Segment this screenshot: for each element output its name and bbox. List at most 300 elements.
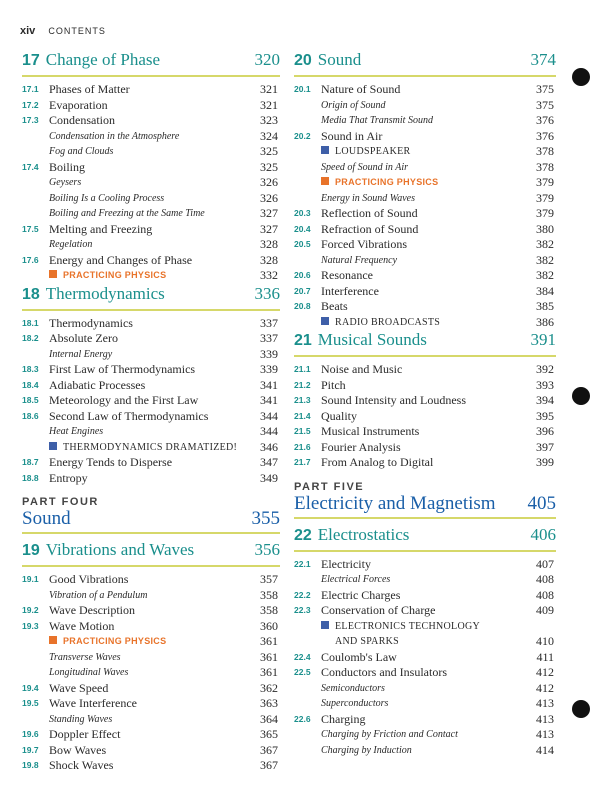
section-number: 21.3	[294, 395, 311, 405]
entry-page: 412	[536, 680, 554, 695]
entry-title: Absolute Zero	[49, 331, 118, 345]
section-number: 18.1	[22, 317, 39, 328]
entry-title: Wave Speed	[49, 680, 109, 695]
toc-entry[interactable]	[22, 378, 280, 394]
entry-title: Conservation of Charge	[321, 603, 436, 617]
entry-page: 380	[536, 221, 554, 236]
practice-entry[interactable]	[294, 175, 556, 191]
section-number: 20.7	[294, 285, 311, 296]
entry-page: 328	[260, 252, 278, 267]
entry-page: 397	[536, 439, 554, 454]
entry-page: 327	[260, 221, 278, 236]
chapter-rule	[22, 75, 280, 77]
entry-title: Evaporation	[49, 97, 108, 112]
entry-page: 341	[260, 377, 278, 392]
toc-subentry[interactable]	[22, 175, 280, 191]
chapter-number: 17	[22, 52, 40, 69]
toc-column-right	[294, 50, 556, 758]
entry-title: Reflection of Sound	[321, 206, 418, 220]
feature-entry[interactable]	[294, 619, 556, 635]
toc-entry[interactable]	[22, 331, 280, 347]
entry-page: 321	[260, 97, 278, 112]
toc-entry[interactable]	[22, 362, 280, 378]
entry-page: 376	[536, 128, 554, 143]
section-number: 22.5	[294, 667, 311, 677]
section-number: 20.6	[294, 270, 311, 280]
entry-title: Regelation	[49, 239, 93, 250]
toc-entry[interactable]	[22, 160, 280, 176]
chapter-rule	[294, 75, 556, 77]
part-label: PART FOUR	[22, 496, 99, 508]
entry-page: 408	[536, 572, 554, 586]
entry-title: Energy Tends to Disperse	[49, 455, 173, 469]
toc-subentry[interactable]	[22, 237, 280, 253]
toc-entry[interactable]	[22, 727, 280, 743]
entry-title: Fourier Analysis	[321, 439, 401, 454]
section-number: 17.1	[22, 84, 39, 94]
section-number: 19.4	[22, 682, 39, 693]
practice-entry[interactable]	[22, 634, 280, 650]
chapter-title: Thermodynamics	[45, 283, 165, 303]
entry-page: 379	[536, 175, 554, 189]
toc-entry[interactable]	[294, 557, 556, 573]
entry-title: Wave Description	[49, 603, 136, 617]
entry-title: Origin of Sound	[321, 99, 386, 111]
entry-page: 341	[260, 393, 278, 407]
section-number: 20.2	[294, 130, 311, 141]
toc-subentry[interactable]	[294, 160, 556, 176]
entry-title: Heat Engines	[49, 426, 104, 437]
toc-entry[interactable]	[294, 222, 556, 238]
toc-entry[interactable]	[22, 82, 280, 98]
feature-entry-continued[interactable]	[294, 634, 556, 650]
section-number: 22.2	[294, 589, 311, 600]
toc-entry[interactable]	[22, 758, 280, 774]
feature-entry[interactable]	[294, 315, 556, 331]
toc-entry[interactable]	[22, 455, 280, 471]
section-number: 18.7	[22, 457, 39, 467]
toc-subentry[interactable]	[294, 681, 556, 697]
chapter-heading[interactable]	[294, 50, 556, 72]
orange-square-icon	[321, 177, 329, 185]
toc-entry[interactable]	[294, 378, 556, 394]
square-bullet-icon	[321, 621, 329, 629]
entry-page: 385	[536, 299, 554, 313]
chapter-page: 406	[530, 524, 556, 544]
chapter-page: 391	[530, 330, 556, 349]
toc-entry[interactable]	[22, 409, 280, 425]
section-number: 21.7	[294, 457, 311, 467]
chapter-number: 20	[294, 52, 312, 69]
toc-entry[interactable]	[294, 284, 556, 300]
chapter-title: Electrostatics	[317, 524, 410, 544]
binder-hole	[572, 387, 590, 405]
entry-page: 326	[260, 190, 278, 205]
toc-entry[interactable]	[294, 299, 556, 315]
section-number: 22.1	[294, 558, 311, 569]
chapter-title: Vibrations and Waves	[45, 540, 195, 559]
toc-entry[interactable]	[22, 222, 280, 238]
toc-subentry[interactable]	[294, 113, 556, 129]
toc-subentry[interactable]	[22, 712, 280, 728]
part-title: Electricity and Magnetism	[294, 492, 496, 514]
toc-entry[interactable]	[294, 650, 556, 666]
entry-title: Standing Waves	[49, 713, 113, 725]
entry-title: Boiling Is a Cooling Process	[49, 192, 165, 204]
entry-page: 392	[536, 362, 554, 376]
section-number: 19.5	[22, 698, 39, 708]
entry-page: 407	[536, 556, 554, 571]
entry-title: Resonance	[321, 268, 373, 282]
toc-subentry[interactable]	[22, 206, 280, 222]
chapter-number: 21	[294, 332, 312, 349]
toc-entry[interactable]	[22, 98, 280, 114]
toc-entry[interactable]	[294, 206, 556, 222]
entry-title: Energy in Sound Waves	[321, 192, 415, 204]
entry-title: Boiling	[49, 159, 86, 174]
entry-page: 358	[260, 587, 278, 602]
entry-page: 375	[536, 97, 554, 112]
entry-page: 326	[260, 175, 278, 189]
toc-entry[interactable]	[294, 82, 556, 98]
section-number: 19.8	[22, 760, 39, 770]
feature-entry[interactable]	[294, 144, 556, 160]
entry-title: RADIO BROADCASTS	[321, 315, 440, 331]
header-label: CONTENTS	[48, 26, 106, 36]
entry-page: 325	[260, 144, 278, 158]
entry-page: 332	[260, 268, 278, 282]
running-header	[20, 25, 106, 37]
entry-title: ELECTRONICS TECHNOLOGY	[321, 619, 480, 635]
chapter-rule	[22, 565, 280, 567]
entry-title: First Law of Thermodynamics	[49, 362, 196, 376]
section-number: 22.6	[294, 713, 311, 724]
toc-entry[interactable]	[22, 393, 280, 409]
toc-entry[interactable]	[22, 253, 280, 269]
entry-title: From Analog to Digital	[321, 455, 434, 469]
entry-page: 386	[536, 314, 554, 329]
chapter-number: 19	[22, 542, 40, 559]
toc-subentry[interactable]	[22, 347, 280, 363]
section-number: 17.4	[22, 161, 39, 172]
entry-page: 339	[260, 346, 278, 361]
entry-page: 344	[260, 424, 278, 438]
toc-entry[interactable]	[294, 129, 556, 145]
square-bullet-icon	[321, 146, 329, 154]
entry-page: 396	[536, 424, 554, 438]
entry-title: Entropy	[49, 470, 88, 485]
chapter-number: 18	[22, 285, 40, 303]
toc-subentry[interactable]	[22, 144, 280, 160]
entry-page: 328	[260, 237, 278, 251]
entry-page: 375	[536, 82, 554, 96]
entry-title: Second Law of Thermodynamics	[49, 408, 209, 423]
section-number: 17.6	[22, 254, 39, 265]
entry-title: Condensation	[49, 113, 115, 127]
toc-subentry[interactable]	[294, 572, 556, 588]
toc-entry[interactable]	[294, 440, 556, 456]
toc-column-left	[22, 50, 280, 774]
entry-title: Melting and Freezing	[49, 221, 153, 236]
entry-page: 362	[260, 680, 278, 695]
entry-page: 413	[536, 696, 554, 710]
toc-entry[interactable]	[294, 393, 556, 409]
feature-entry[interactable]	[22, 440, 280, 456]
entry-page: 367	[260, 758, 278, 772]
toc-subentry[interactable]	[22, 650, 280, 666]
chapter-page: 336	[254, 283, 280, 303]
entry-page: 339	[260, 362, 278, 376]
toc-entry[interactable]	[294, 409, 556, 425]
entry-page: 376	[536, 113, 554, 127]
part-page: 355	[251, 508, 280, 529]
entry-page: 357	[260, 572, 278, 586]
section-number: 21.6	[294, 441, 311, 452]
chapter-page: 356	[254, 540, 280, 559]
entry-title: Condensation in the Atmosphere	[49, 130, 180, 142]
toc-entry[interactable]	[22, 316, 280, 332]
entry-page: 323	[260, 113, 278, 127]
entry-title: Charging by Induction	[321, 744, 412, 756]
entry-page: 365	[260, 727, 278, 741]
toc-subentry[interactable]	[294, 727, 556, 743]
entry-title: Fog and Clouds	[49, 146, 114, 157]
toc-subentry[interactable]	[294, 98, 556, 114]
toc-entry[interactable]	[294, 712, 556, 728]
toc-subentry[interactable]	[22, 588, 280, 604]
entry-page: 344	[260, 408, 278, 423]
entry-page: 393	[536, 377, 554, 392]
section-number: 22.3	[294, 605, 311, 615]
entry-title: Musical Instruments	[321, 424, 420, 438]
part-rule	[22, 532, 280, 534]
chapter-heading[interactable]	[22, 284, 280, 306]
entry-title: Vibration of a Pendulum	[49, 589, 148, 601]
entry-title: Thermodynamics	[49, 315, 133, 330]
chapter-rule	[294, 355, 556, 357]
toc-entry[interactable]	[22, 603, 280, 619]
entry-title: Conductors and Insulators	[321, 665, 447, 679]
entry-page: 337	[260, 315, 278, 330]
chapter-number: 22	[294, 526, 312, 544]
entry-title: Adiabatic Processes	[49, 377, 146, 392]
toc-subentry[interactable]	[294, 696, 556, 712]
section-number: 20.5	[294, 239, 311, 249]
entry-title: Semiconductors	[321, 682, 385, 694]
chapter-rule	[294, 550, 556, 552]
entry-page: 384	[536, 283, 554, 298]
entry-title: Doppler Effect	[49, 727, 121, 741]
entry-page: 379	[536, 206, 554, 220]
toc-subentry[interactable]	[294, 743, 556, 759]
entry-page: 346	[260, 439, 278, 454]
entry-title: Interference	[321, 283, 379, 298]
chapter-title: Sound	[317, 50, 362, 69]
toc-subentry[interactable]	[294, 191, 556, 207]
entry-title: Energy and Changes of Phase	[49, 252, 193, 267]
entry-title: Quality	[321, 408, 357, 423]
section-number: 20.4	[294, 223, 311, 234]
entry-title: Refraction of Sound	[321, 221, 419, 236]
toc-subentry[interactable]	[22, 191, 280, 207]
entry-title: PRACTICING PHYSICS	[321, 175, 438, 191]
entry-page: 382	[536, 252, 554, 267]
toc-entry[interactable]	[294, 424, 556, 440]
section-number: 21.4	[294, 410, 311, 421]
entry-page: 325	[260, 159, 278, 174]
part-title-row	[294, 493, 556, 515]
part-page: 405	[527, 492, 556, 514]
entry-page: 360	[260, 618, 278, 633]
entry-title: PRACTICING PHYSICS	[49, 634, 166, 650]
entry-page: 413	[536, 711, 554, 726]
section-number: 17.5	[22, 223, 39, 234]
toc-entry[interactable]	[294, 588, 556, 604]
entry-page: 378	[536, 144, 554, 158]
toc-entry[interactable]	[294, 455, 556, 471]
section-number: 18.8	[22, 472, 39, 483]
entry-page: 382	[536, 237, 554, 251]
entry-title: Wave Motion	[49, 618, 115, 633]
toc-subentry[interactable]	[22, 424, 280, 440]
section-number: 17.3	[22, 115, 39, 125]
entry-title: Electric Charges	[321, 587, 401, 602]
entry-page: 367	[260, 742, 278, 757]
section-number: 19.2	[22, 605, 39, 615]
toc-entry[interactable]	[294, 237, 556, 253]
part-rule	[294, 517, 556, 519]
entry-page: 414	[536, 742, 554, 757]
square-bullet-icon	[49, 442, 57, 450]
orange-square-icon	[49, 636, 57, 644]
entry-title: Forced Vibrations	[321, 237, 408, 251]
entry-page: 327	[260, 206, 278, 220]
entry-title: Natural Frequency	[321, 254, 398, 266]
entry-page: 361	[260, 649, 278, 664]
entry-page: 382	[536, 268, 554, 282]
entry-title: Geysers	[49, 177, 82, 188]
toc-entry[interactable]	[22, 696, 280, 712]
square-bullet-icon	[321, 317, 329, 325]
toc-entry[interactable]	[22, 113, 280, 129]
toc-entry[interactable]	[294, 268, 556, 284]
entry-page: 361	[260, 634, 278, 648]
chapter-page: 320	[254, 50, 280, 69]
entry-page: 378	[536, 159, 554, 174]
section-number: 19.6	[22, 729, 39, 739]
section-number: 20.1	[294, 84, 311, 94]
entry-page: 364	[260, 711, 278, 726]
entry-page: 394	[536, 393, 554, 407]
entry-page: 409	[536, 603, 554, 617]
entry-page: 395	[536, 408, 554, 423]
section-number: 17.2	[22, 99, 39, 110]
chapter-heading[interactable]	[22, 540, 280, 562]
binder-hole	[572, 68, 590, 86]
toc-entry[interactable]	[294, 362, 556, 378]
entry-page: 379	[536, 190, 554, 205]
entry-title: Nature of Sound	[321, 82, 401, 96]
entry-title: Sound Intensity and Loudness	[321, 393, 466, 407]
page-number: xiv	[20, 25, 36, 37]
entry-page: 349	[260, 470, 278, 485]
entry-page: 399	[536, 455, 554, 469]
toc-entry[interactable]	[22, 572, 280, 588]
part-label: PART FIVE	[294, 480, 365, 493]
orange-square-icon	[49, 270, 57, 278]
chapter-rule	[22, 309, 280, 311]
part-heading[interactable]	[294, 481, 556, 519]
entry-title: Wave Interference	[49, 696, 137, 710]
section-number: 18.5	[22, 395, 39, 405]
entry-title: Charging by Friction and Contact	[321, 729, 458, 740]
entry-page: 358	[260, 603, 278, 617]
entry-title: PRACTICING PHYSICS	[49, 268, 166, 284]
toc-entry[interactable]	[294, 603, 556, 619]
section-number: 19.1	[22, 574, 39, 584]
part-title: Sound	[22, 508, 71, 529]
entry-title: Meteorology and the First Law	[49, 393, 199, 407]
section-number: 18.4	[22, 379, 39, 390]
entry-page: 413	[536, 727, 554, 741]
toc-entry[interactable]	[294, 665, 556, 681]
entry-title: THERMODYNAMICS DRAMATIZED!	[49, 440, 237, 456]
entry-page: 337	[260, 331, 278, 345]
entry-title: Bow Waves	[49, 742, 107, 757]
entry-title: Internal Energy	[49, 348, 113, 360]
chapter-heading[interactable]	[294, 330, 556, 352]
entry-page: 410	[536, 634, 554, 648]
entry-page: 408	[536, 587, 554, 602]
section-number: 20.8	[294, 301, 311, 311]
section-number: 22.4	[294, 651, 311, 662]
part-heading[interactable]	[22, 496, 280, 534]
entry-title: Longitudinal Waves	[49, 667, 129, 678]
toc-entry[interactable]	[22, 681, 280, 697]
part-title-row	[22, 508, 280, 530]
entry-page: 412	[536, 665, 554, 679]
section-number: 21.5	[294, 426, 311, 436]
entry-title: Speed of Sound in Air	[321, 161, 409, 173]
toc-entry[interactable]	[22, 619, 280, 635]
chapter-heading[interactable]	[22, 50, 280, 72]
practice-entry[interactable]	[22, 268, 280, 284]
chapter-heading[interactable]	[294, 525, 556, 547]
entry-page: 324	[260, 128, 278, 143]
entry-title: Noise and Music	[321, 362, 403, 376]
toc-entry[interactable]	[22, 743, 280, 759]
entry-title: Shock Waves	[49, 758, 114, 772]
toc-entry[interactable]	[22, 471, 280, 487]
entry-title: Good Vibrations	[49, 572, 129, 586]
toc-subentry[interactable]	[22, 665, 280, 681]
section-number: 19.7	[22, 744, 39, 755]
entry-title: Boiling and Freezing at the Same Time	[49, 208, 205, 219]
entry-title: Coulomb's Law	[321, 649, 397, 664]
entry-title: Beats	[321, 299, 348, 313]
section-number: 18.2	[22, 333, 39, 343]
entry-page: 321	[260, 82, 278, 96]
toc-subentry[interactable]	[22, 129, 280, 145]
section-number: 18.6	[22, 410, 39, 421]
entry-title: Pitch	[321, 377, 346, 392]
toc-subentry[interactable]	[294, 253, 556, 269]
entry-page: 361	[260, 665, 278, 679]
binder-hole	[572, 700, 590, 718]
entry-title: Superconductors	[321, 698, 389, 709]
section-number: 21.1	[294, 364, 311, 374]
section-number: 21.2	[294, 379, 311, 390]
